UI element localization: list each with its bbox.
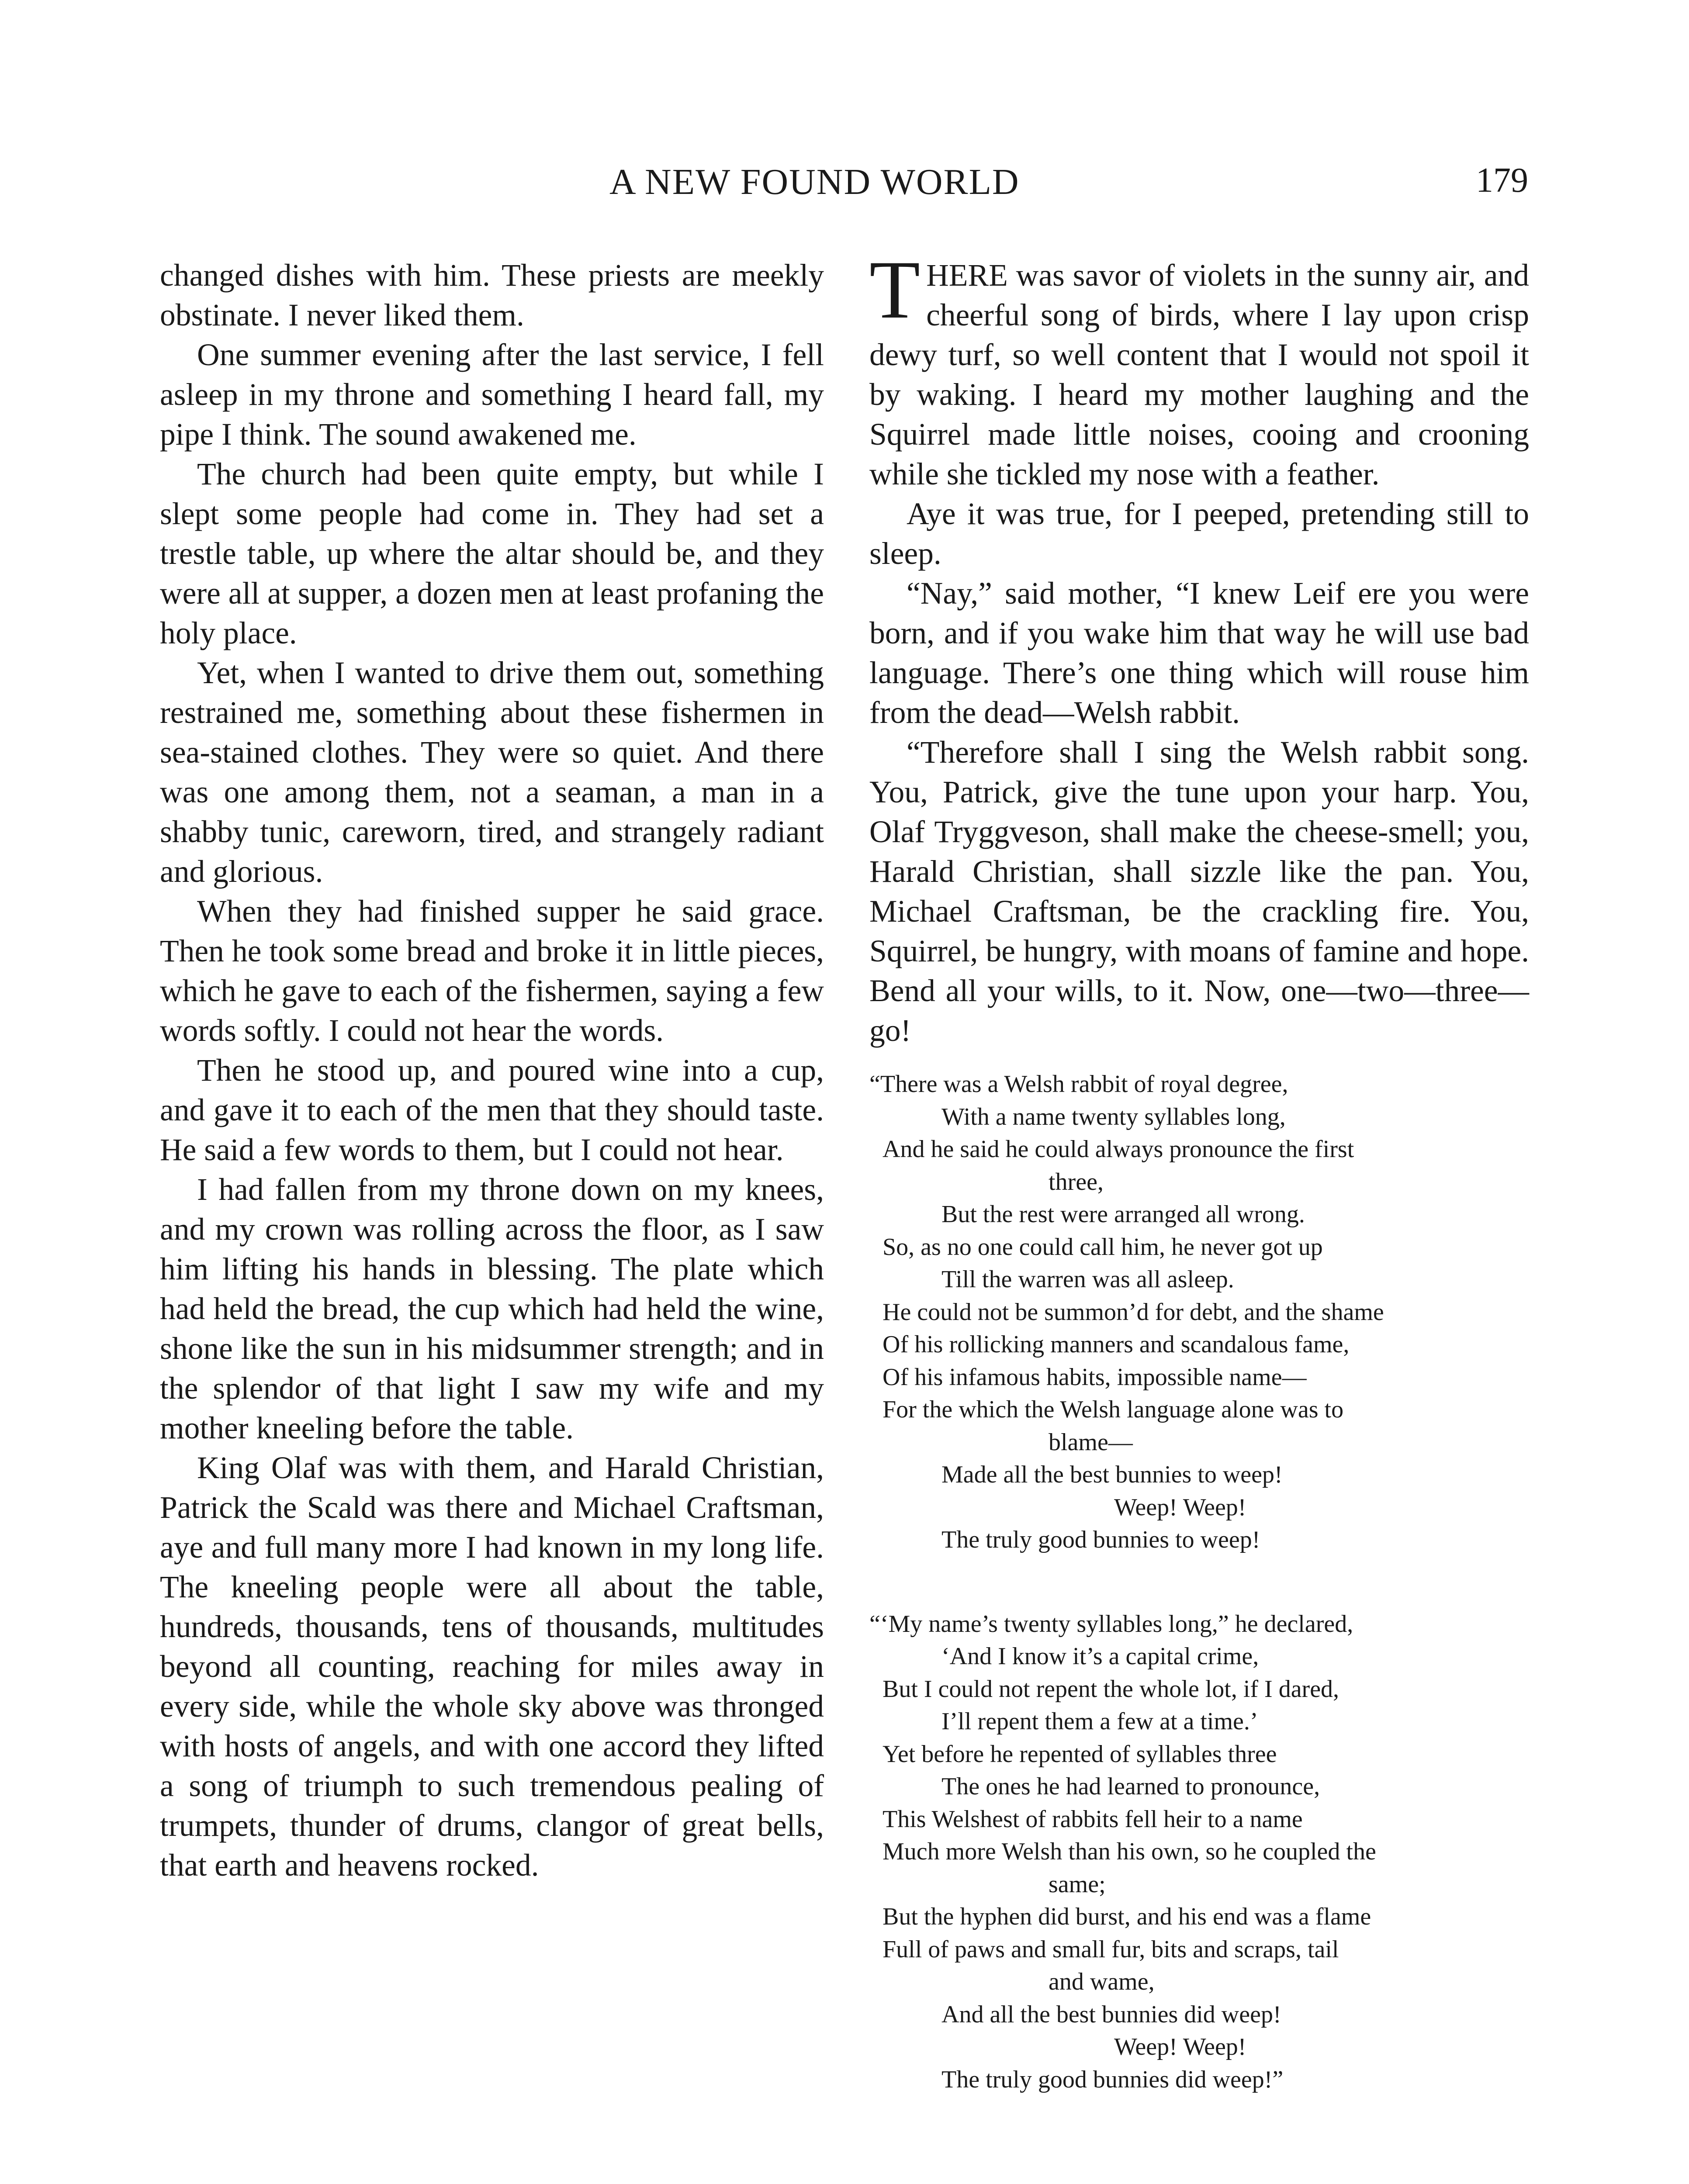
paragraph: changed dishes with him. These priests are meekly obstinate. I never liked them. [160, 258, 824, 332]
paragraph: I had fallen from my throne down on my knees, and my crown was rolling across the floor, as I saw him lifting his hands in blessing. The plate which had held the bread, the cup which had held the wine, shone like the sun in his midsummer strength; and in the splendor of that light I saw my wife and my mother kneeling before the table. [160, 1172, 824, 1445]
poem-line: And all the best bunnies did weep! [941, 2001, 1281, 2028]
poem-line: Of his rollicking manners and scandalous fame, [883, 1331, 1350, 1358]
poem-line: So, as no one could call him, he never got up [883, 1233, 1323, 1261]
poem-line: With a name twenty syllables long, [941, 1103, 1286, 1130]
poem-line: blame— [1049, 1428, 1133, 1456]
poem-line: This Welshest of rabbits fell heir to a name [883, 1805, 1303, 1833]
poem-line: And he said he could always pronounce the first [883, 1136, 1354, 1163]
poem-line: same; [1049, 1870, 1106, 1898]
paragraph: The church had been quite empty, but while I slept some people had come in. They had set a trestle table, up where the altar should be, and they were all at supper, a dozen men at least profaning the holy place. [160, 457, 824, 650]
left-column [160, 256, 824, 1885]
paragraph: Yet, when I wanted to drive them out, something restrained me, something about these fishermen in sea-stained clothes. They were so quiet. And there was one among them, not a seaman, a man in a shabby tunic, careworn, tired, and strangely radiant and glorious. [160, 656, 824, 889]
opening-text: HERE was savor of violets in the sunny air, and cheerful song of birds, where I lay upon crisp dewy turf, so well content that I would not spoil it by waking. I heard my mother laughing and the Squirrel made little noises, cooing and crooning while she tickled my nose with a feather. [869, 258, 1529, 491]
poem-line: three, [1049, 1168, 1104, 1196]
right-column [869, 244, 1529, 2096]
poem-line: But the rest were arranged all wrong. [941, 1201, 1305, 1228]
opening-paragraph [869, 244, 1529, 494]
paragraph: Aye it was true, for I peeped, pretending still to sleep. [869, 497, 1529, 571]
poem-refrain: Weep! Weep! [1114, 1493, 1246, 1521]
paragraph: “Nay,” said mother, “I knew Leif ere you were born, and if you wake him that way he will use bad language. There’s one thing which will rouse him from the dead—Welsh rabbit. [869, 576, 1529, 730]
poem-line: “‘My name’s twenty syllables long,” he declared, [869, 1610, 1353, 1638]
poem-line: He could not be summon’d for debt, and the shame [883, 1298, 1384, 1326]
poem-line: and wame, [1049, 1968, 1155, 1995]
poem-line: I’ll repent them a few at a time.’ [941, 1708, 1258, 1735]
paragraph: One summer evening after the last service, I fell asleep in my throne and something I heard fall, my pipe I think. The sound awakened me. [160, 338, 824, 452]
poem-line: Yet before he repented of syllables three [883, 1740, 1277, 1768]
poem-line: But the hyphen did burst, and his end was a flame [883, 1903, 1371, 1930]
poem-line: Much more Welsh than his own, so he coupled the [883, 1838, 1376, 1865]
running-head [0, 161, 1689, 204]
poem-line: Full of paws and small fur, bits and scraps, tail [883, 1935, 1339, 1963]
poem-line: For the which the Welsh language alone was to [883, 1396, 1344, 1423]
poem-line: The ones he had learned to pronounce, [941, 1773, 1320, 1800]
poem-stanza-1 [869, 1068, 1531, 1556]
poem-line: But I could not repent the whole lot, if I dared, [883, 1675, 1339, 1703]
poem-refrain: Weep! Weep! [1114, 2033, 1246, 2060]
paragraph: When they had finished supper he said grace. Then he took some bread and broke it in little pieces, which he gave to each of the fishermen, saying a few words softly. I could not hear the words. [160, 894, 824, 1048]
paragraph: “Therefore shall I sing the Welsh rabbit song. You, Patrick, give the tune upon your harp. You, Olaf Tryggveson, shall make the cheese-smell; you, Harald Christian, shall sizzle like the pan. You, Michael Craftsman, be the crackling fire. You, Squirrel, be hungry, with moans of famine and hope. Bend all your wills, to it. Now, one—two—three—go! [869, 735, 1529, 1048]
poem-line: Of his infamous habits, impossible name— [883, 1363, 1307, 1391]
poem-line: The truly good bunnies to weep! [941, 1526, 1260, 1553]
poem-line: Till the warren was all asleep. [941, 1266, 1234, 1293]
poem-line: ‘And I know it’s a capital crime, [941, 1643, 1259, 1670]
page-number: 179 [1476, 161, 1528, 200]
drop-cap: T [869, 244, 921, 336]
poem-line: “There was a Welsh rabbit of royal degree, [869, 1071, 1288, 1098]
poem-line: Made all the best bunnies to weep! [941, 1461, 1283, 1488]
paragraph: Then he stood up, and poured wine into a cup, and gave it to each of the men that they should taste. He said a few words to them, but I could not hear. [160, 1053, 824, 1167]
running-title: A NEW FOUND WORLD [609, 162, 1020, 202]
paragraph: King Olaf was with them, and Harald Christian, Patrick the Scald was there and Michael Craftsman, aye and full many more I had known in my long life. The kneeling people were all about the table, hundreds, thousands, tens of thousands, multitudes beyond all counting, reaching for miles away in every side, while the whole sky above was thronged with hosts of angels, and with one accord they lifted a song of triumph to such tremendous pealing of trumpets, thunder of drums, clangor of great bells, that earth and heavens rocked. [160, 1451, 824, 1883]
poem-stanza-2 [869, 1608, 1531, 2096]
poem-line: The truly good bunnies did weep!” [941, 2066, 1284, 2093]
